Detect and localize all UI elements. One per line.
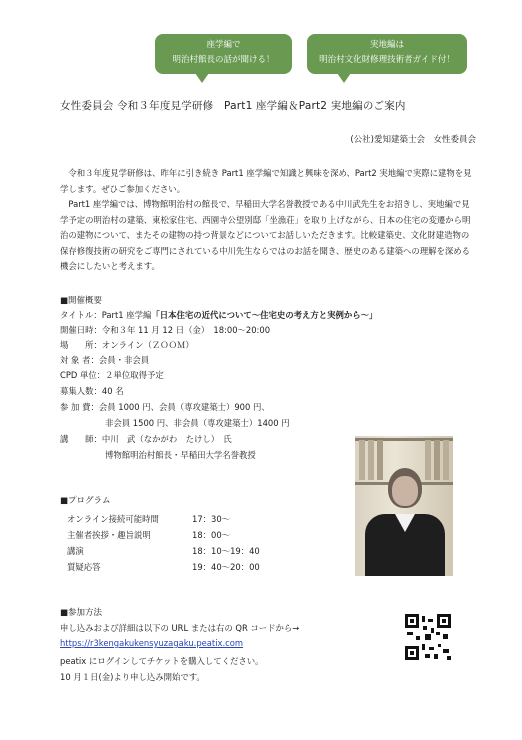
overview-target: 対 象 者：会員・非会員 — [60, 355, 150, 365]
program-time: 18：00～ — [192, 530, 231, 540]
program-item: 質疑応答 — [67, 562, 101, 572]
apply-url-link[interactable]: https://r3kengakukensyuzagaku.peatix.com — [60, 638, 244, 648]
apply-instructions: 申し込みおよび詳細は以下の URL または右の QR コードから→ — [60, 623, 300, 633]
program-time: 19：40～20：00 — [192, 562, 260, 572]
callout-field-line1: 実地編は — [369, 40, 404, 50]
callout-field-line2: 明治村文化財修理技術者ガイド付！ — [319, 55, 455, 65]
program-item: 主催者挨拶・趣旨説明 — [67, 530, 151, 540]
program-time: 17：30～ — [192, 514, 231, 524]
overview-date: 開催日時：令和３年 11 月 12 日（金） 18:00～20:00 — [60, 325, 271, 335]
overview-fee-2: 非会員 1500 円、非会員（専攻建築士）1400 円 — [105, 418, 290, 428]
intro-paragraph-2: Part1 座学編では、博物館明治村の館長で、早稲田大学名誉教授である中川武先生をお招きし、実地編で見学予定の明治村の建築、東松家住宅、西園寺公望別邸「坐漁荘」を取り上げながら、日本の住宅の変遷から明治の建物について、またその建物の持つ背景などについてお話しいただきます。比較建築史、文化財建造物の保存修復技術の研究をご専門にされている中川先生ならではのお話を聞き、歴史のある建築への理解を深める機会にしたいと考えます。 — [60, 199, 471, 271]
callout-lecture — [155, 34, 292, 74]
program-row — [67, 545, 260, 557]
organizer: (公社)愛知建築士会 女性委員会 — [350, 135, 476, 145]
qr-code-icon[interactable] — [405, 614, 451, 660]
overview-lecturer-title: 博物館明治村館長・早稲田大学名誉教授 — [105, 450, 256, 460]
program-item: 講演 — [67, 546, 84, 556]
overview-cpd: CPD 単位：２単位取得予定 — [60, 370, 164, 380]
overview-heading: ■開催概要 — [60, 296, 103, 306]
overview-lecturer: 講 師：中川 武（なかがわ たけし） 氏 — [60, 434, 232, 444]
lecturer-photo — [355, 436, 453, 576]
program-row — [67, 513, 231, 525]
overview-fee-1: 参 加 費：会員 1000 円、会員（専攻建築士）900 円、 — [60, 402, 270, 412]
apply-start-date: 10 月１日(金)より申し込み開始です。 — [60, 672, 205, 682]
intro-text — [60, 166, 475, 275]
intro-paragraph-1: 令和３年度見学研修は、昨年に引き続き Part1 座学編で知識と興味を深め、Part2 実地編で実際に建物を見学します。ぜひご参加ください。 — [60, 168, 472, 194]
program-item: オンライン接続可能時間 — [67, 514, 159, 524]
apply-heading: ■参加方法 — [60, 608, 103, 618]
overview-place: 場 所：オンライン（ＺＯＯＭ） — [60, 340, 194, 350]
apply-login-note: peatix にログインしてチケットを購入してください。 — [60, 656, 264, 666]
page-title: 女性委員会 令和３年度見学研修 Part1 座学編＆Part2 実地編のご案内 — [60, 100, 406, 112]
overview-title — [60, 309, 377, 321]
callout-lecture-line2: 明治村館長の話が聞ける！ — [172, 55, 275, 65]
program-time: 18：10～19：40 — [192, 546, 260, 556]
overview-title-label: タイトル：Part1 座学編 — [60, 310, 152, 320]
callout-field — [307, 34, 467, 74]
program-heading: ■プログラム — [60, 496, 111, 506]
callout-lecture-line1: 座学編で — [206, 40, 241, 50]
overview-capacity: 募集人数：40 名 — [60, 386, 124, 396]
program-row — [67, 561, 260, 573]
program-row — [67, 529, 231, 541]
overview-title-value: 「日本住宅の近代について～住宅史の考え方と実例から～」 — [151, 310, 378, 320]
